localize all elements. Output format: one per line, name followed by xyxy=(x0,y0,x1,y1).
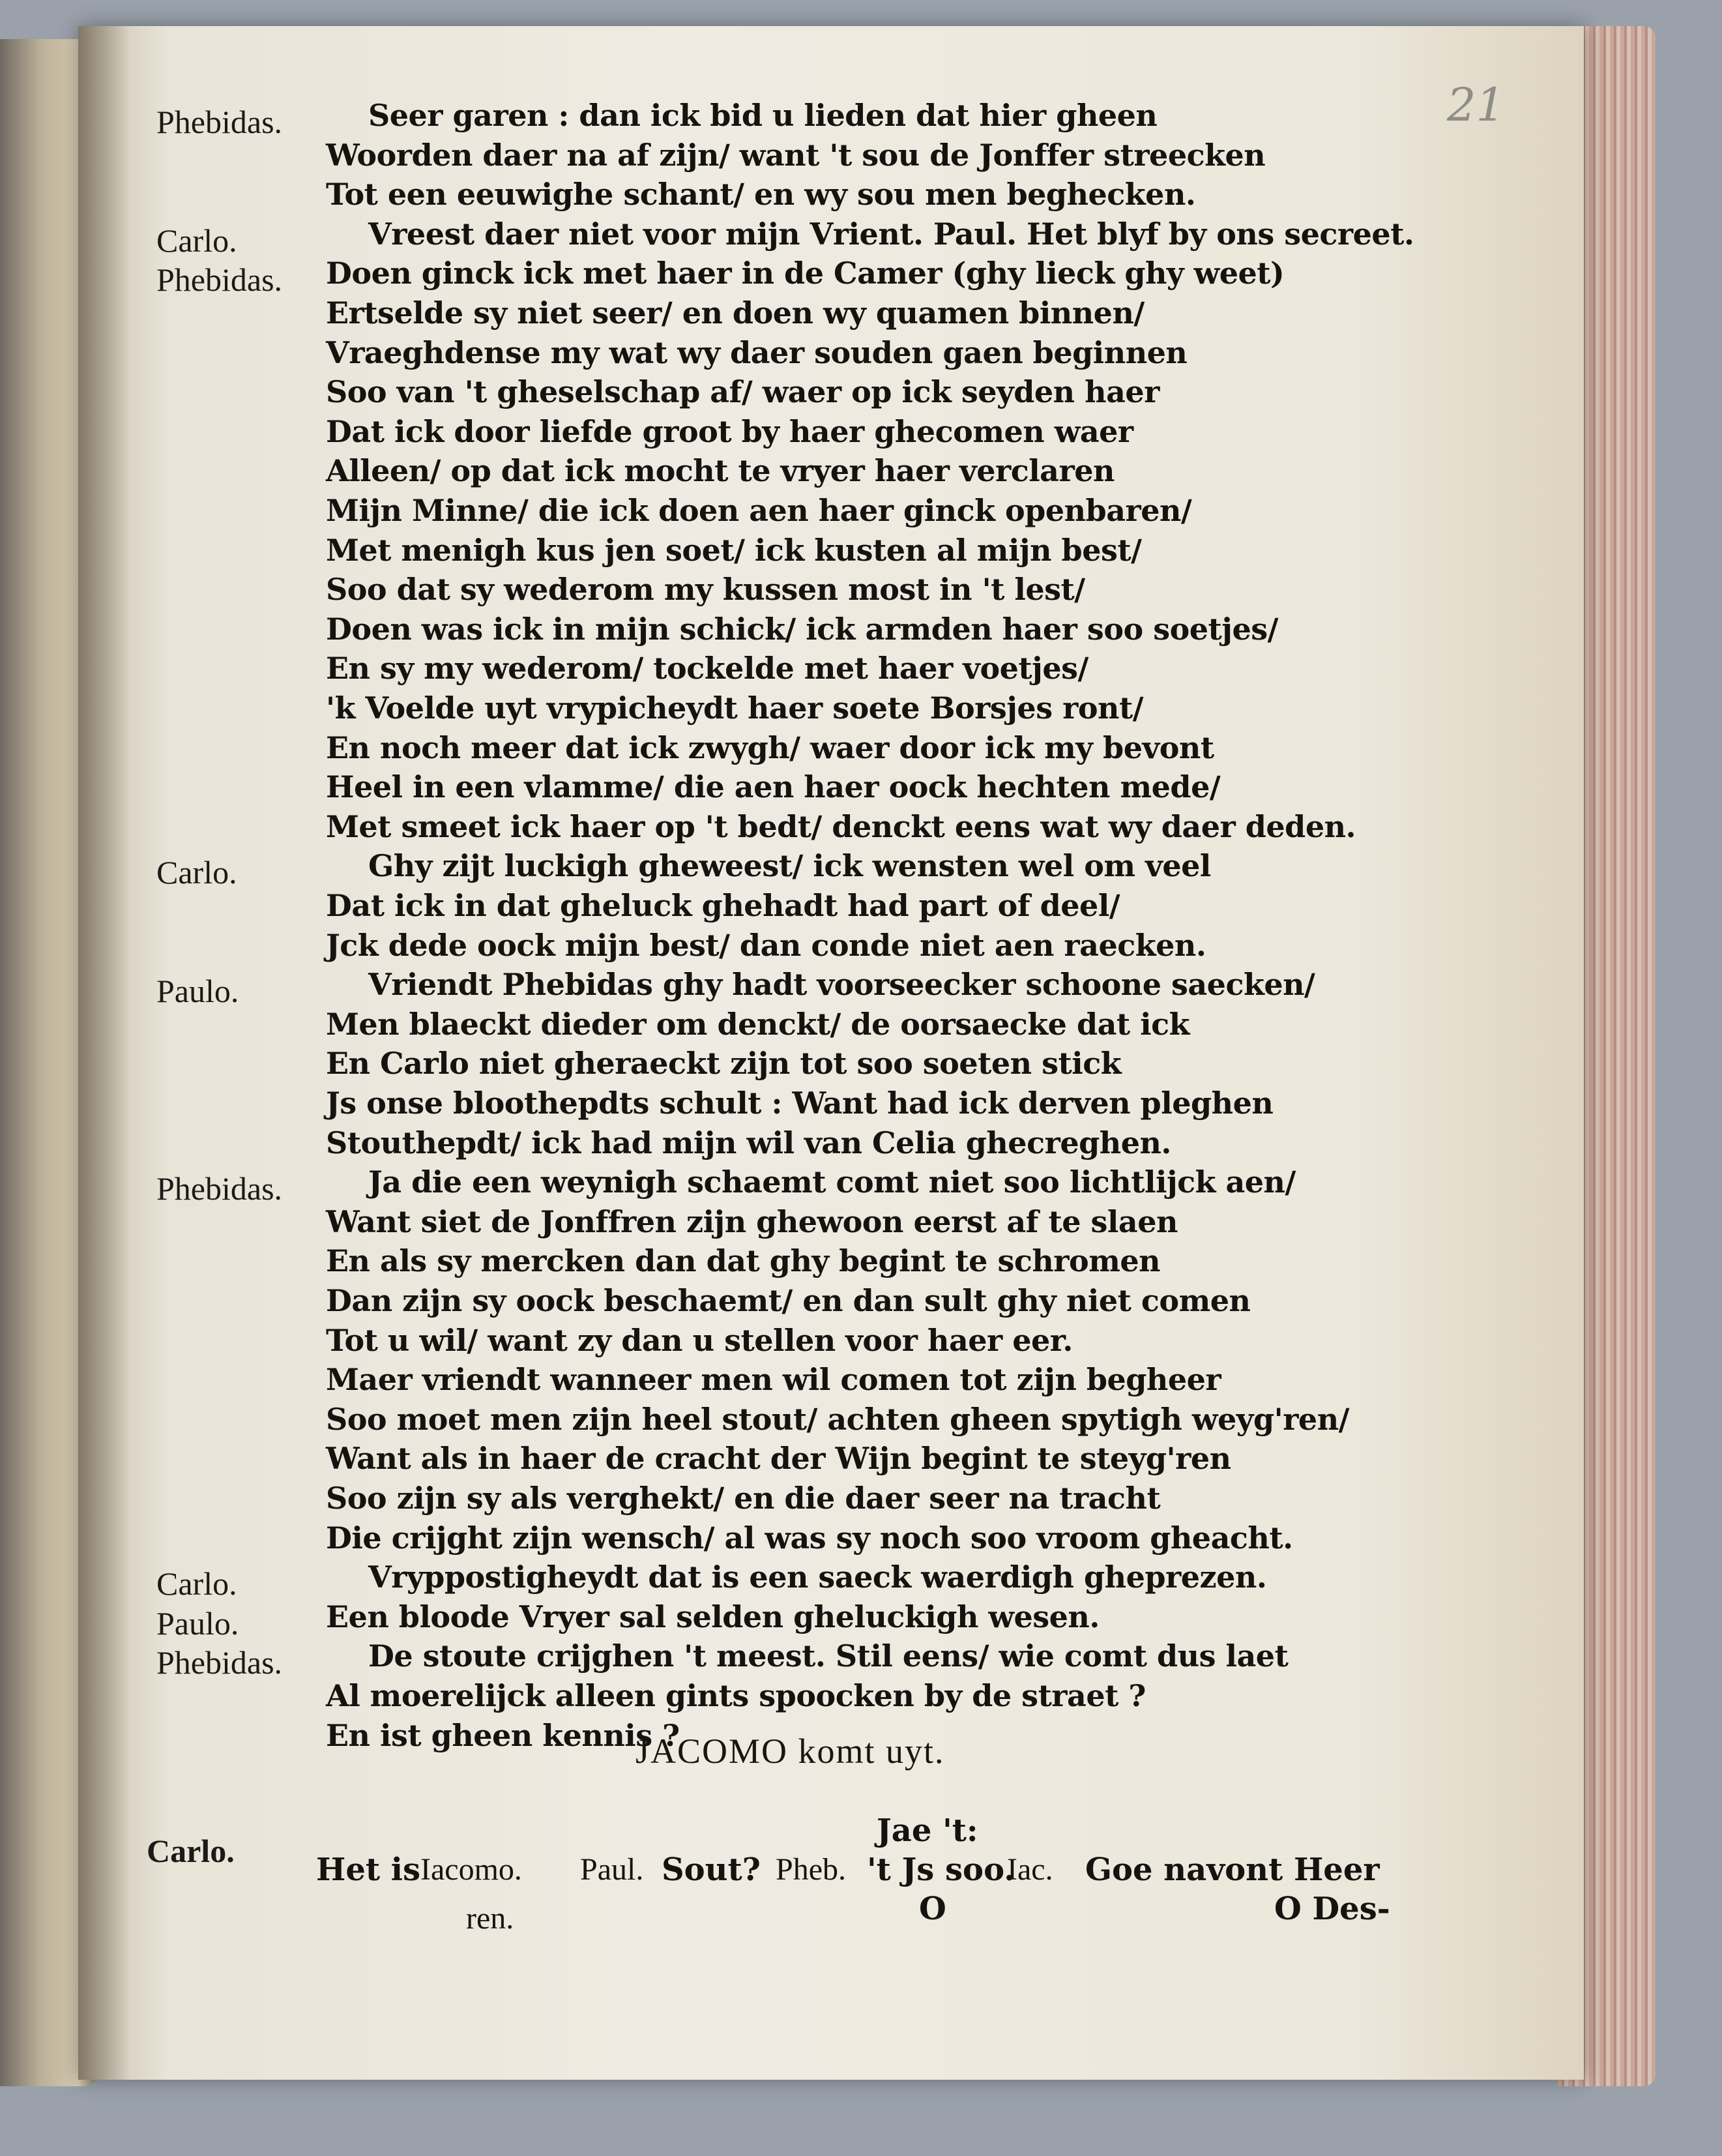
speaker-label: Carlo. xyxy=(156,222,237,259)
final-under-a: ren. xyxy=(466,1901,514,1936)
verse-line: Soo zijn sy als verghekt/ en die daer seer na tracht xyxy=(326,1481,1161,1516)
verse-line: Vryppostigheydt dat is een saeck waerdigh gheprezen. xyxy=(368,1559,1267,1595)
stage-direction: JACOMO komt uyt. xyxy=(635,1732,945,1771)
verse-line: Vreest daer niet voor mijn Vrient. Paul. Het blyf by ons secreet. xyxy=(368,216,1414,252)
speaker-label: Phebidas. xyxy=(156,1170,283,1207)
verse-line: Die crijght zijn wensch/ al was sy noch soo vroom gheacht. xyxy=(326,1520,1293,1556)
verse-line: Soo moet men zijn heel stout/ achten gheen spytigh weyg'ren/ xyxy=(326,1402,1349,1437)
final-line-b: Iacomo. xyxy=(420,1852,522,1887)
verse-line: Tot een eeuwighe schant/ en wy sou men beghecken. xyxy=(326,177,1196,212)
verse-line: Met menigh kus jen soet/ ick kusten al mijn best/ xyxy=(326,533,1142,568)
final-line-h: Goe navont Heer xyxy=(1085,1852,1380,1888)
final-line-top: Jae 't: xyxy=(877,1812,978,1849)
verse-line: Een bloode Vryer sal selden gheluckigh wesen. xyxy=(326,1599,1100,1634)
verse-line: Soo van 't gheselschap af/ waer op ick seyden haer xyxy=(326,374,1160,409)
final-line-e: Pheb. xyxy=(776,1852,846,1887)
verse-line: Dat ick in dat gheluck ghehadt had part of deel/ xyxy=(326,888,1120,923)
spine-shadow xyxy=(78,26,130,2080)
speaker-label: Carlo. xyxy=(156,854,237,891)
speaker-label: Phebidas. xyxy=(156,104,283,140)
verse-line: Js onse bloothepdts schult : Want had ick derven pleghen xyxy=(326,1085,1274,1121)
verse-line: En sy my wederom/ tockelde met haer voetjes/ xyxy=(326,651,1088,686)
verse-line: Doen ginck ick met haer in de Camer (ghy lieck ghy weet) xyxy=(326,256,1285,291)
verse-line: Heel in een vlamme/ die aen haer oock hechten mede/ xyxy=(326,769,1221,805)
verse-line: De stoute crijghen 't meest. Stil eens/ wie comt dus laet xyxy=(368,1638,1289,1674)
final-under-c: O Des- xyxy=(1274,1891,1390,1927)
page-number: 21 xyxy=(1447,78,1506,132)
verse-line: En als sy mercken dan dat ghy begint te schromen xyxy=(326,1243,1161,1278)
verse-line: Ja die een weynigh schaemt comt niet soo lichtlijck aen/ xyxy=(368,1164,1296,1200)
verse-line: En noch meer dat ick zwygh/ waer door ick my bevont xyxy=(326,730,1214,765)
verse-line: Men blaeckt dieder om denckt/ de oorsaecke dat ick xyxy=(326,1007,1190,1042)
verse-line: Dan zijn sy oock beschaemt/ en dan sult ghy niet comen xyxy=(326,1283,1251,1318)
speaker-label: Paulo. xyxy=(156,973,239,1009)
verse-line: Doen was ick in mijn schick/ ick armden haer soo soetjes/ xyxy=(326,612,1278,647)
final-under-b: O xyxy=(919,1891,946,1927)
verse-line: Al moerelijck alleen gints spoocken by de straet ? xyxy=(326,1678,1146,1713)
final-line-c: Paul. xyxy=(580,1852,644,1887)
verse-line: Seer garen : dan ick bid u lieden dat hier gheen xyxy=(368,98,1158,133)
verse-line: Mijn Minne/ die ick doen aen haer ginck openbaren/ xyxy=(326,493,1192,528)
speaker-label: Carlo. xyxy=(156,1565,237,1602)
verse-line: Want siet de Jonffren zijn ghewoon eerst af te slaen xyxy=(326,1204,1178,1239)
speaker-label: Phebidas. xyxy=(156,1644,283,1681)
verse-line: Met smeet ick haer op 't bedt/ denckt eens wat wy daer deden. xyxy=(326,809,1356,844)
verse-line: En Carlo niet gheraeckt zijn tot soo soeten stick xyxy=(326,1046,1122,1081)
verse-line: Ertselde sy niet seer/ en doen wy quamen binnen/ xyxy=(326,295,1145,331)
verse-line: Woorden daer na af zijn/ want 't sou de Jonffer streecken xyxy=(326,138,1266,173)
final-line-g: Iac. xyxy=(1007,1852,1053,1887)
verse-line: Alleen/ op dat ick mocht te vryer haer verclaren xyxy=(326,453,1115,488)
verse-line: 'k Voelde uyt vrypicheydt haer soete Borsjes ront/ xyxy=(326,690,1144,726)
verse-line: Maer vriendt wanneer men wil comen tot zijn begheer xyxy=(326,1362,1221,1397)
verse-line: Vraeghdense my wat wy daer souden gaen beginnen xyxy=(326,335,1188,370)
verse-line: Tot u wil/ want zy dan u stellen voor haer eer. xyxy=(326,1323,1073,1358)
verse-line: Vriendt Phebidas ghy hadt voorseecker schoone saecken/ xyxy=(368,967,1315,1002)
verse-line: Soo dat sy wederom my kussen most in 't lest/ xyxy=(326,572,1085,607)
final-line-d: Sout? xyxy=(662,1852,761,1888)
verse-line: Ghy zijt luckigh gheweest/ ick wensten wel om veel xyxy=(368,848,1211,883)
verse-line: Want als in haer de cracht der Wijn begint te steyg'ren xyxy=(326,1441,1231,1476)
final-line-f: 't Js soo. xyxy=(867,1852,1015,1888)
speaker-label: Phebidas. xyxy=(156,261,283,298)
verse-line: Stouthepdt/ ick had mijn wil van Celia ghecreghen. xyxy=(326,1125,1171,1160)
verse-line: Jck dede oock mijn best/ dan conde niet aen raecken. xyxy=(326,928,1206,963)
speaker-label: Paulo. xyxy=(156,1605,239,1642)
verse-line: Dat ick door liefde groot by haer ghecomen waer xyxy=(326,414,1133,449)
final-speaker: Carlo. xyxy=(147,1833,235,1869)
verse-line: En ist gheen kennis ? xyxy=(326,1718,680,1753)
final-line-a: Het is xyxy=(316,1852,421,1888)
